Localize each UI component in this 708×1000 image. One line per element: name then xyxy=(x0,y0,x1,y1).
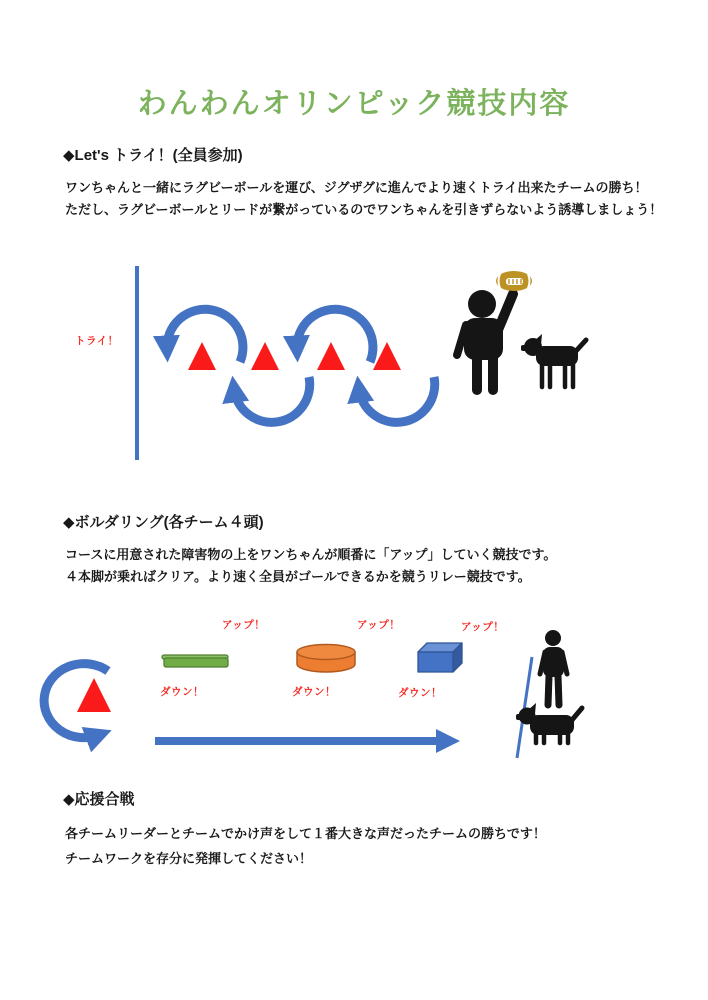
finish-line xyxy=(517,657,532,758)
body-line: ４本脚が乗ればクリア。より速く全員がゴールできるかを競うリレー競技です。 xyxy=(65,569,531,584)
orange-cylinder-obstacle xyxy=(297,645,355,673)
bouldering-course-diagram xyxy=(0,610,708,770)
cone-icon xyxy=(317,342,345,370)
section-body-bouldering xyxy=(65,544,556,588)
down-label: ダウン！ xyxy=(292,686,336,698)
up-label: アップ！ xyxy=(222,619,266,631)
green-plank-obstacle xyxy=(162,655,228,667)
up-label: アップ！ xyxy=(357,619,401,631)
try-goal-label: トライ！ xyxy=(75,335,119,347)
person-holding-rugby-ball-icon xyxy=(457,290,513,390)
cone-icon xyxy=(251,342,279,370)
body-line: 各チームリーダーとチームでかけ声をして１番大きな声だったチームの勝ちです！ xyxy=(65,826,546,841)
section-heading-cheering: ◆応援合戦 xyxy=(63,791,135,808)
standing-person-icon xyxy=(540,630,567,705)
body-line: コースに用意された障害物の上をワンちゃんが順番に「アップ」していく競技です。 xyxy=(65,547,557,562)
cone-icon xyxy=(188,342,216,370)
body-line: チームワークを存分に発揮してください！ xyxy=(65,851,313,866)
section-body-lets-try xyxy=(65,177,662,221)
section-heading-bouldering: ◆ボルダリング(各チーム４頭) xyxy=(63,514,264,531)
down-label: ダウン！ xyxy=(398,687,442,699)
rugby-ball-icon xyxy=(496,271,532,291)
zigzag-course-diagram xyxy=(0,255,708,470)
dog-icon xyxy=(516,703,582,743)
body-line: ワンちゃんと一緒にラグビーボールを運び、ジグザグに進んでより速くトライ出来たチームの勝ち！ xyxy=(65,180,648,195)
page-title: わんわんオリンピック競技内容 xyxy=(137,88,571,120)
cone-icon xyxy=(77,678,111,712)
body-line: ただし、ラグビーボールとリードが繋がっているのでワンちゃんを引きずらないよう誘導しましょう！ xyxy=(65,202,663,217)
section-body-cheering xyxy=(65,821,546,871)
dog-icon xyxy=(521,334,586,387)
curved-arrow-icon xyxy=(234,377,310,422)
section-heading-lets-try: ◆Let's トライ！(全員参加) xyxy=(63,147,243,164)
down-label: ダウン！ xyxy=(160,686,204,698)
curved-arrow-icon xyxy=(359,377,435,422)
up-label: アップ！ xyxy=(461,621,505,633)
blue-cube-obstacle xyxy=(418,643,462,672)
